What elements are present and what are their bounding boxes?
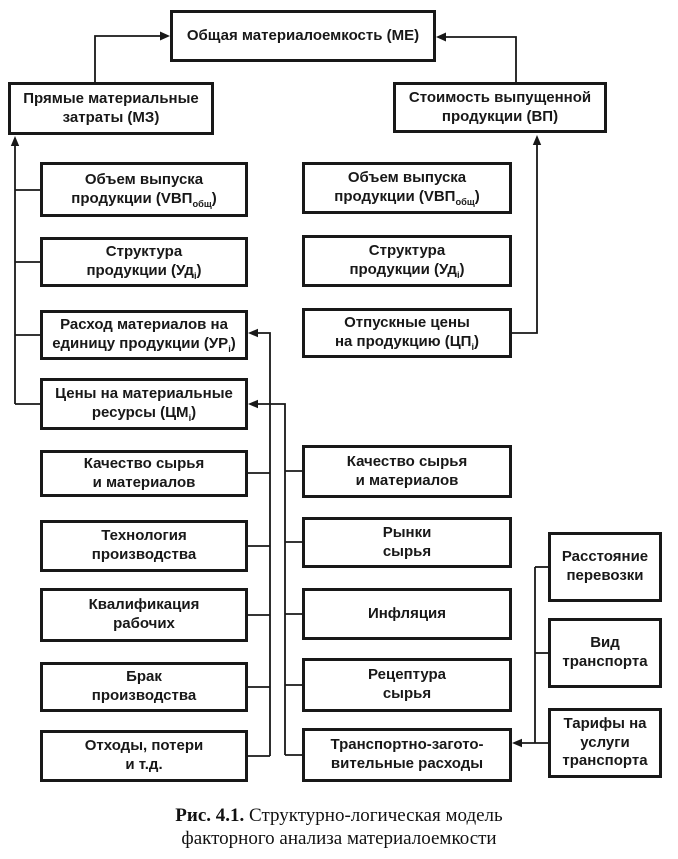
box-transport-procurement-costs bbox=[302, 728, 512, 782]
box-production-defects bbox=[40, 662, 248, 712]
spine-into-resource-prices bbox=[248, 400, 302, 755]
box-label: Рецептура сырья bbox=[368, 666, 446, 702]
box-transport-distance bbox=[548, 532, 662, 602]
box-label: Структура продукции $(Уд_i)$ bbox=[349, 242, 465, 280]
box-label: Объем выпуска продукции $(VВП_{общ})$ bbox=[334, 169, 480, 207]
box-label: Транспортно-загото- вительные расходы bbox=[330, 736, 484, 772]
spine-left-factors-to-mz bbox=[11, 136, 40, 404]
arrow-selling-prices-to-vp bbox=[512, 135, 541, 333]
box-label: Вид транспорта bbox=[562, 634, 648, 670]
box-left-raw-material-quality bbox=[40, 450, 248, 497]
box-transport-tariffs bbox=[548, 708, 662, 778]
box-raw-material-markets bbox=[302, 517, 512, 568]
box-worker-qualification bbox=[40, 588, 248, 642]
arrow-mz-to-me bbox=[95, 32, 170, 83]
box-mid-raw-material-quality bbox=[302, 445, 512, 498]
box-left-product-structure bbox=[40, 237, 248, 287]
box-label: Брак производства bbox=[91, 668, 197, 704]
figure-caption bbox=[0, 804, 678, 850]
box-label: Отходы, потери и т.д. bbox=[84, 737, 204, 773]
box-label: Цены на материальные ресурсы $(ЦМ_i)$ bbox=[55, 385, 233, 423]
box-label: Технология производства bbox=[91, 527, 197, 563]
box-total-material-intensity bbox=[170, 10, 436, 62]
box-mid-product-structure bbox=[302, 235, 512, 287]
figure-caption-text: Структурно-логическая модель факторного анализа материалоемкости bbox=[181, 805, 503, 850]
box-label: Отпускные цены на продукцию $(ЦП_i)$ bbox=[334, 314, 480, 352]
spine-transport-factors bbox=[512, 567, 548, 747]
box-material-resource-prices bbox=[40, 378, 248, 430]
arrow-vp-to-me bbox=[436, 33, 516, 83]
box-label: Квалификация рабочих bbox=[88, 596, 200, 632]
box-label: Качество сырья и материалов bbox=[83, 454, 205, 491]
box-label: Инфляция bbox=[367, 604, 447, 622]
box-output-value bbox=[393, 82, 607, 133]
box-selling-prices bbox=[302, 308, 512, 358]
box-waste-losses bbox=[40, 730, 248, 782]
box-label: Объем выпуска продукции $(VВП_{общ})$ bbox=[71, 170, 217, 209]
box-label: Прямые материальные затраты (МЗ) bbox=[23, 89, 199, 126]
box-label: Качество сырья и материалов bbox=[346, 452, 468, 489]
box-direct-material-costs bbox=[8, 82, 214, 135]
box-mid-output-volume bbox=[302, 162, 512, 214]
spine-into-material-consumption bbox=[248, 329, 270, 756]
box-inflation bbox=[302, 588, 512, 640]
box-label: Тарифы на услуги транспорта bbox=[562, 714, 648, 770]
box-label: Структура продукции $(Уд_i)$ bbox=[86, 243, 202, 281]
box-label: Расход материалов на единицу продукции $(УР_i)$ bbox=[52, 316, 236, 354]
box-material-consumption-per-unit bbox=[40, 310, 248, 360]
box-label: Расстояние перевозки bbox=[561, 548, 649, 584]
box-transport-type bbox=[548, 618, 662, 688]
box-raw-material-recipe bbox=[302, 658, 512, 712]
box-production-technology bbox=[40, 520, 248, 572]
box-label: Стоимость выпущенной продукции (ВП) bbox=[408, 88, 592, 125]
box-label: Общая материалоемкость (МЕ) bbox=[186, 26, 420, 44]
box-left-output-volume bbox=[40, 162, 248, 217]
figure-caption-number: Рис. 4.1. bbox=[175, 805, 245, 826]
box-label: Рынки сырья bbox=[382, 523, 432, 560]
